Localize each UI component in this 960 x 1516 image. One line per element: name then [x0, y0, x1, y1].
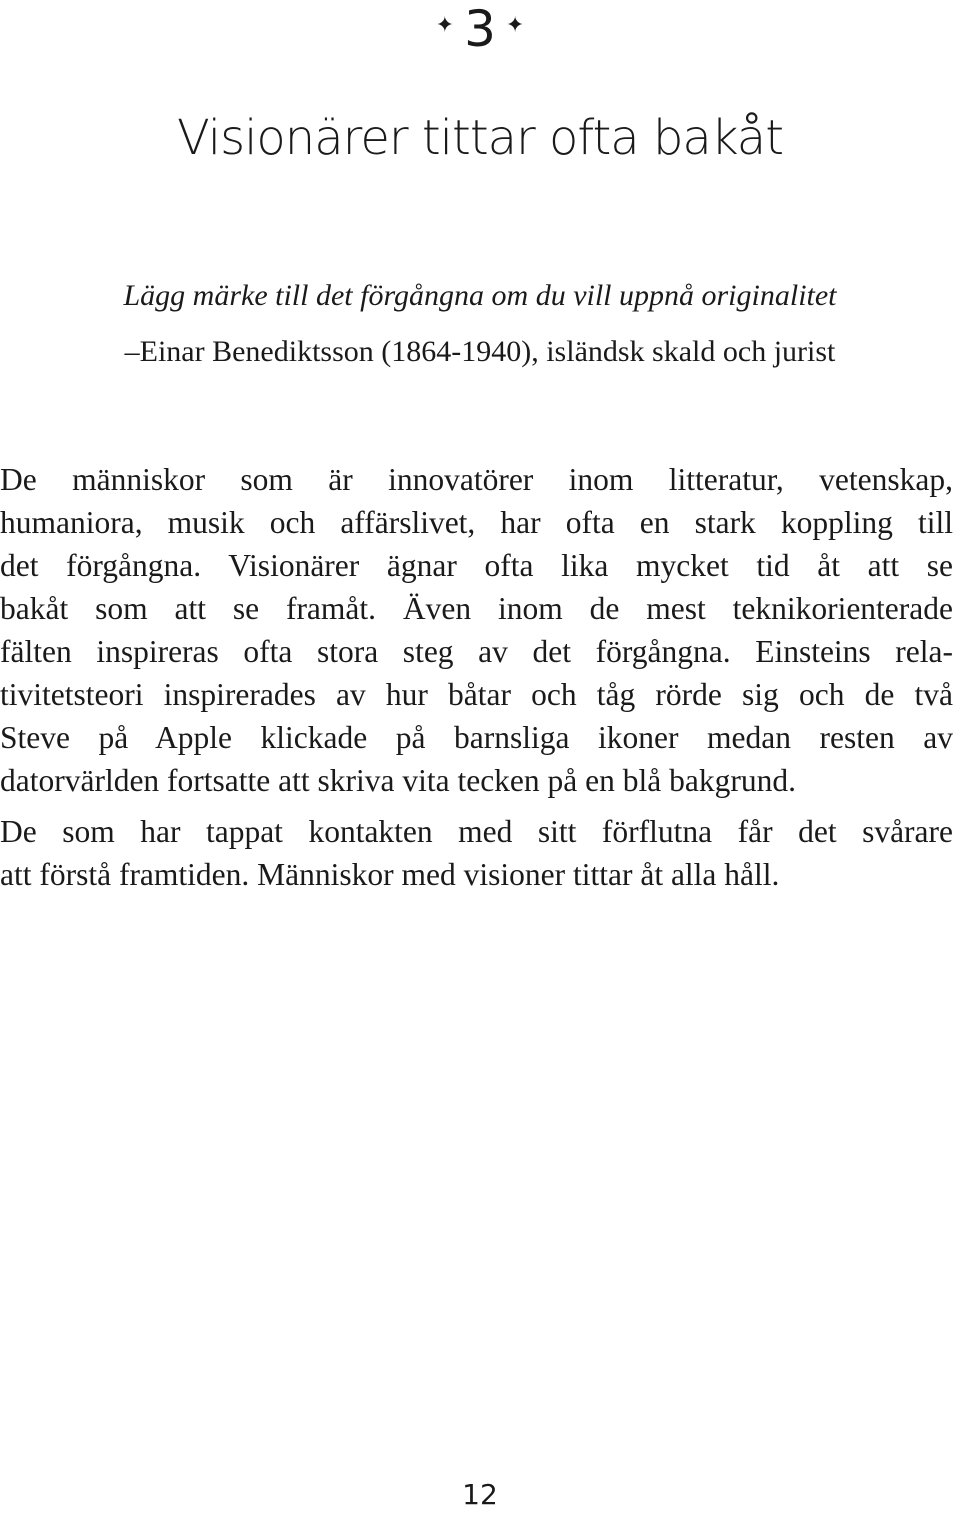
text-line: tivitetsteori inspirerades av hur båtar och tåg rörde sig och de två: [0, 677, 953, 712]
epigraph: [0, 268, 960, 380]
chapter-title: Visionärer tittar ofta bakåt: [176, 110, 784, 166]
chapter-number: 3: [464, 0, 496, 58]
text-line: fälten inspireras ofta stora steg av det förgångna. Einsteins rela-: [0, 634, 953, 669]
chapter-number-heading: [0, 0, 960, 58]
paragraph: [0, 810, 953, 896]
body-text: [0, 458, 953, 896]
epigraph-attribution: –Einar Benediktsson (1864-1940), isländsk skald och jurist: [124, 335, 836, 368]
text-line: humaniora, musik och affärslivet, har ofta en stark koppling till: [0, 505, 953, 540]
paragraph: [0, 458, 953, 802]
ornament-star-icon: ✦: [435, 13, 455, 38]
text-line: att förstå framtiden. Människor med visioner tittar åt alla håll.: [0, 857, 780, 892]
text-line: det förgångna. Visionärer ägnar ofta lika mycket tid åt att se: [0, 548, 953, 583]
text-line: De som har tappat kontakten med sitt förflutna får det svårare: [0, 814, 953, 849]
text-line: datorvärlden fortsatte att skriva vita tecken på en blå bakgrund.: [0, 763, 796, 798]
text-line: De människor som är innovatörer inom litteratur, vetenskap,: [0, 462, 953, 497]
epigraph-quote: Lägg märke till det förgångna om du vill uppnå originalitet: [123, 279, 837, 312]
text-line: Steve på Apple klickade på barnsliga ikoner medan resten av: [0, 720, 953, 755]
page-number: 12: [462, 1478, 498, 1511]
ornament-star-icon: ✦: [505, 13, 525, 38]
text-line: bakåt som att se framåt. Även inom de mest teknikorienterade: [0, 591, 953, 626]
